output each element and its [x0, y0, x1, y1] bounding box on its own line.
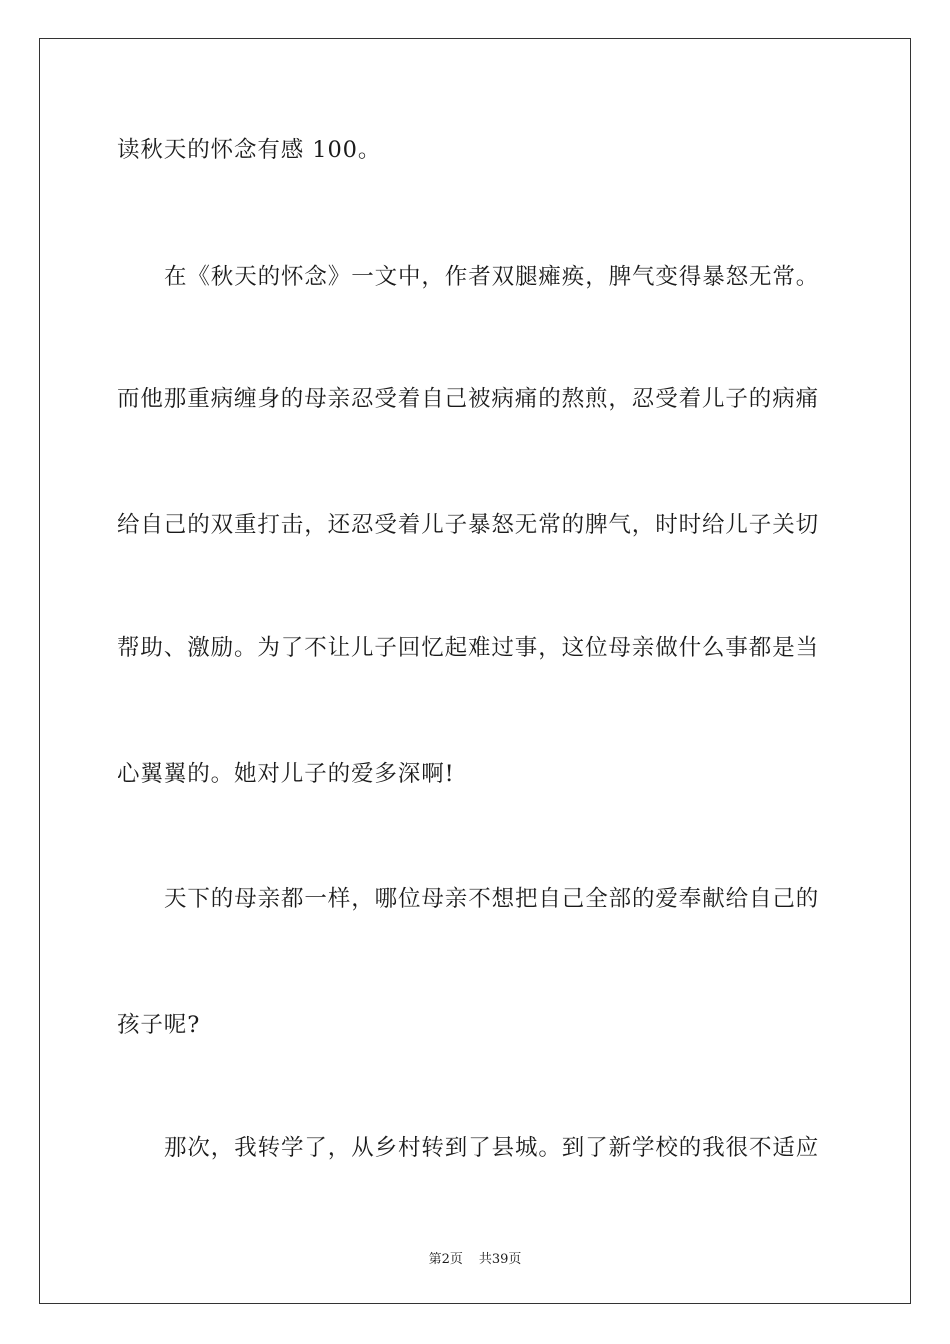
text-line: 读秋天的怀念有感 100。: [117, 137, 382, 163]
page-border: [39, 38, 911, 1304]
text-line: 心翼翼的。她对儿子的爱多深啊!: [117, 761, 455, 787]
text-line: 给自己的双重打击，还忍受着儿子暴怒无常的脾气，时时给儿子关切: [117, 512, 820, 538]
page-footer: [0, 1248, 950, 1267]
text-line: 孩子呢?: [117, 1012, 201, 1038]
page-number: 第2页: [428, 1252, 463, 1267]
text-line: 帮助、激励。为了不让儿子回忆起难过事，这位母亲做什么事都是当: [117, 635, 820, 661]
paragraph-start-line: 那次，我转学了，从乡村转到了县城。到了新学校的我很不适应: [164, 1135, 820, 1161]
paragraph-start-line: 天下的母亲都一样，哪位母亲不想把自己全部的爱奉献给自己的: [164, 886, 820, 912]
text-line: 而他那重病缠身的母亲忍受着自己被病痛的熬煎，忍受着儿子的病痛: [117, 386, 820, 412]
paragraph-start-line: 在《秋天的怀念》一文中，作者双腿瘫痪，脾气变得暴怒无常。: [164, 264, 820, 290]
page-total: 共39页: [478, 1252, 522, 1267]
